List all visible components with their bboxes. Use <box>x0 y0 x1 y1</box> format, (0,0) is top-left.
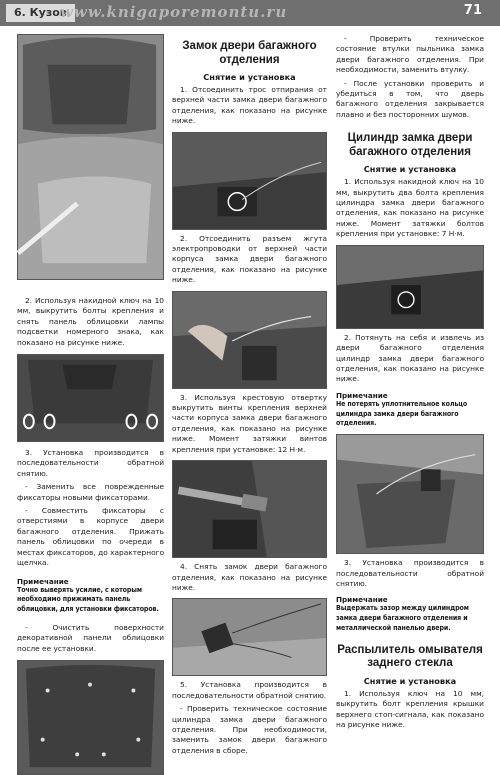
check-boot-text: - Проверить техническое состояние втулки пыльника замка двери багажного отделения. При необходимости, заменить втулку. <box>336 34 484 75</box>
subtitle-washer: Снятие и установка <box>363 675 457 686</box>
cylinder-step-3-text: 3. Установка производится в последовательности обратной снятию. <box>336 558 484 588</box>
cylinder-step-2-text: 2. Потянуть на себя и извлечь из двери багажного отделения цилиндр замка двери багажного отделения, как показано на рисунке ниже. <box>336 332 484 384</box>
photo-lock-screwdriver <box>172 460 327 558</box>
column-middle <box>172 34 327 756</box>
subtitle-removal: Снятие и установка <box>203 72 296 82</box>
washer-step-1-text: 1. Используя ключ на 10 мм, выкрутить болт крепления крышки верхнего стоп-сигнала, как показано на рисунке ниже. <box>336 688 484 729</box>
cylinder-note2-title: Примечание <box>336 595 388 605</box>
lock-step-3-text: 3. Используя крестовую отвертку выкрутить винты крепления верхней части корпуса замка двери багажного отделения, как показано на рисунке ниже. Момент затяжки винтов крепления при установке: 12 Н·м. <box>172 392 327 454</box>
step-3a-text: - Заменить все поврежденные фиксаторы новыми фиксаторами. <box>17 482 164 502</box>
section-label: 6. Кузов <box>6 4 75 22</box>
step-3b-text: - Совместить фиксаторы с отверстиями в корпусе двери багажного отделения. Прижать панель облицовки по очереди в местах фиксаторов, до характерного щелчка. <box>17 506 164 568</box>
lock-step-2-text: 2. Отсоединить разъем жгута электропроводки от верхней части корпуса замка двери багажного отделения, как показано на рисунке ниже. <box>172 233 327 285</box>
page-header <box>0 0 500 26</box>
lock-step-5a-text: - Проверить техническое состояние цилиндра замка двери багажного отделения. При необходимости, заменить замок двери багажного отделения в сборе. <box>172 704 327 755</box>
photo-trim-panel <box>17 660 164 775</box>
note-text: Точно выверять усилие, с которым необходимо прижимать панель облицовки, для установки фиксаторов. <box>17 585 159 614</box>
note-title: Примечание <box>17 576 69 586</box>
cylinder-note2-text: Выдержать зазор между цилиндром замка двери багажного отделения и металлической панелью двери. <box>336 604 469 632</box>
check-closing-text: - После установки проверить и убедиться в том, что дверь багажного отделения закрывается плавно и без посторонних шумов. <box>336 78 484 119</box>
photo-trunk-lid-trim <box>17 34 164 280</box>
photo-license-lamp-panel <box>17 354 164 442</box>
section-title-washer: Распылитель омывателя заднего стекла <box>337 643 483 670</box>
cylinder-note1-title: Примечание <box>336 390 388 400</box>
photo-cylinder-bolts <box>336 245 484 329</box>
subtitle-cylinder: Снятие и установка <box>363 164 457 175</box>
section-title-cylinder: Цилиндр замка двери багажного отделения <box>347 132 473 158</box>
photo-cylinder-removed <box>336 434 484 554</box>
lock-step-1-text: 1. Отсоединить трос отпирания от верхней части замка двери багажного отделения, как показано на рисунке ниже. <box>172 85 327 126</box>
step-2-text: 2. Используя накидной ключ на 10 мм, выкрутить болты крепления и снять панель облицовки лампы подсветки номерного знака, как показано на рисунке ниже. <box>17 296 164 347</box>
section-title-trunk-lock: Замок двери багажного отделения <box>182 40 317 66</box>
lock-step-5-text: 5. Установка производится в последовательности обратной снятию. <box>172 680 327 700</box>
photo-lock-connector <box>172 291 327 389</box>
photo-lock-cable <box>172 132 327 230</box>
page-number: 71 <box>463 3 482 18</box>
step-3c-text: - Очистить поверхности декоративной панели облицовки после ее установки. <box>17 622 164 653</box>
watermark: www.knigaporemontu.ru <box>60 3 288 21</box>
cylinder-step-1-text: 1. Используя накидной ключ на 10 мм, выкрутить два болта крепления цилиндра замка двери багажного отделения, как показано на рисунке ниже. Момент затяжки болтов крепления при установке: 7 Н·м. <box>336 177 484 239</box>
cylinder-note1-text: Не потерять уплотнительное кольцо цилиндра замка двери багажного отделения. <box>336 399 468 428</box>
column-right <box>336 34 484 730</box>
column-left <box>17 34 164 775</box>
step-3-text: 3. Установка производится в последовательности обратной снятию. <box>17 448 164 478</box>
photo-lock-removed <box>172 598 327 676</box>
lock-step-4-text: 4. Снять замок двери багажного отделения, как показано на рисунке ниже. <box>172 562 327 592</box>
